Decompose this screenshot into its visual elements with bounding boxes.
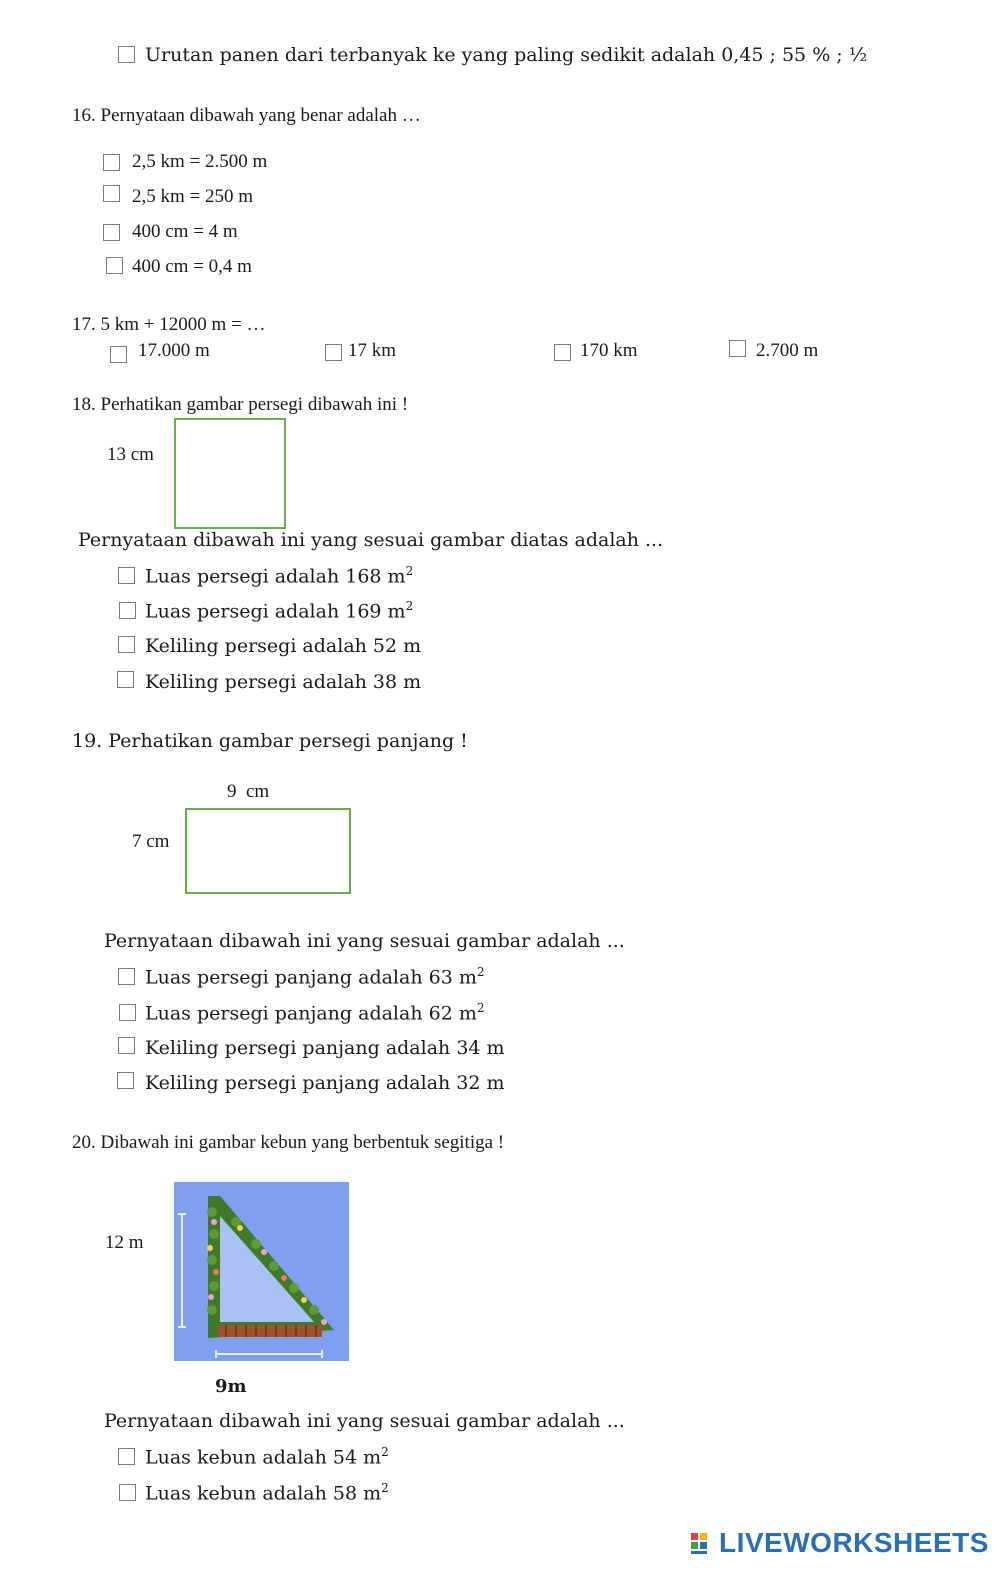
q17-option-b-checkbox[interactable] xyxy=(325,344,342,361)
q16-option-c-label: 400 cm = 4 m xyxy=(132,221,238,242)
q19-option-d-checkbox[interactable] xyxy=(117,1072,134,1089)
q17-option-a-label: 17.000 m xyxy=(138,340,210,361)
q18-option-b-sup: 2 xyxy=(405,599,414,613)
liveworksheets-logo[interactable] xyxy=(690,1527,989,1559)
q19-height-label: 7 cm xyxy=(132,831,170,852)
q19-option-b xyxy=(145,1001,485,1024)
q18-option-a-label: Luas persegi adalah 168 m xyxy=(145,565,406,588)
q17-option-b-label: 17 km xyxy=(348,340,397,361)
q15-option-d-label: Urutan panen dari terbanyak ke yang paling sedikit adalah 0,45 ; 55 % ; ½ xyxy=(145,44,868,66)
q20-base-label: 9m xyxy=(215,1376,247,1397)
q16-question: 16. Pernyataan dibawah yang benar adalah … xyxy=(72,105,421,126)
q19-option-b-sup: 2 xyxy=(476,1001,485,1015)
q17-question: 17. 5 km + 12000 m = … xyxy=(72,314,266,335)
garden-illustration xyxy=(174,1182,349,1361)
q18-option-c-checkbox[interactable] xyxy=(118,636,135,653)
q19-option-c-checkbox[interactable] xyxy=(118,1037,135,1054)
q20-option-a-sup: 2 xyxy=(381,1445,389,1459)
q18-option-b-label: Luas persegi adalah 169 m xyxy=(145,600,406,623)
liveworksheets-logo-icon xyxy=(690,1530,716,1556)
q20-option-b-label: Luas kebun adalah 58 m xyxy=(145,1482,382,1505)
q20-option-a-checkbox[interactable] xyxy=(118,1448,135,1465)
q20-option-b-checkbox[interactable] xyxy=(119,1484,136,1501)
q19-option-c xyxy=(145,1037,505,1059)
q19-option-b-label: Luas persegi panjang adalah 62 m xyxy=(145,1002,477,1025)
q18-option-d-label: Keliling persegi adalah 38 m xyxy=(145,671,422,693)
q20-prompt: Pernyataan dibawah ini yang sesuai gambar adalah ... xyxy=(104,1410,625,1432)
q19-option-a xyxy=(145,965,485,988)
q16-option-a-checkbox[interactable] xyxy=(103,154,120,171)
q17-option-d-label: 2.700 m xyxy=(756,340,819,361)
q17-option-c-label: 170 km xyxy=(580,340,638,361)
q19-question: 19. Perhatikan gambar persegi panjang ! xyxy=(72,730,468,752)
liveworksheets-logo-text: LIVEWORKSHEETS xyxy=(719,1527,989,1558)
q19-prompt: Pernyataan dibawah ini yang sesuai gambar adalah ... xyxy=(104,930,625,952)
q20-option-b xyxy=(145,1481,389,1504)
q17-option-c-checkbox[interactable] xyxy=(554,344,571,361)
q19-option-c-label: Keliling persegi panjang adalah 34 m xyxy=(145,1037,505,1059)
q19-width-label: 9 cm xyxy=(227,781,270,802)
q17-option-a-checkbox[interactable] xyxy=(110,346,127,363)
q19-option-a-label: Luas persegi panjang adalah 63 m xyxy=(145,966,477,989)
q18-side-label: 13 cm xyxy=(107,444,154,465)
q19-option-b-checkbox[interactable] xyxy=(119,1004,136,1021)
q19-option-d xyxy=(145,1072,505,1094)
q20-option-a xyxy=(145,1445,389,1468)
q20-option-a-label: Luas kebun adalah 54 m xyxy=(145,1446,382,1469)
q18-option-a xyxy=(145,564,413,587)
q19-option-a-checkbox[interactable] xyxy=(118,968,135,985)
rectangle-shape xyxy=(185,808,351,894)
square-shape xyxy=(174,418,286,529)
q16-option-d-checkbox[interactable] xyxy=(106,257,123,274)
q16-option-d-label: 400 cm = 0,4 m xyxy=(132,256,252,277)
q18-option-a-sup: 2 xyxy=(405,564,414,578)
q18-option-d xyxy=(145,671,421,693)
q17-option-d-checkbox[interactable] xyxy=(729,340,746,357)
q18-option-c-label: Keliling persegi adalah 52 m xyxy=(145,635,422,657)
q18-option-a-checkbox[interactable] xyxy=(118,567,135,584)
q20-question: 20. Dibawah ini gambar kebun yang berbentuk segitiga ! xyxy=(72,1132,505,1153)
q18-prompt: Pernyataan dibawah ini yang sesuai gambar diatas adalah ... xyxy=(78,529,664,551)
q16-option-b-checkbox[interactable] xyxy=(103,185,120,202)
q18-option-c xyxy=(145,635,421,657)
q18-option-b-checkbox[interactable] xyxy=(119,602,136,619)
q16-option-a-label: 2,5 km = 2.500 m xyxy=(132,151,268,172)
q18-question: 18. Perhatikan gambar persegi dibawah ini ! xyxy=(72,394,409,415)
q20-option-b-sup: 2 xyxy=(381,1481,389,1495)
q19-option-d-label: Keliling persegi panjang adalah 32 m xyxy=(145,1072,505,1094)
q16-option-b-label: 2,5 km = 250 m xyxy=(132,186,254,207)
triangle-garden-image xyxy=(174,1182,349,1361)
q20-height-label: 12 m xyxy=(105,1232,144,1253)
q18-option-b xyxy=(145,599,413,622)
q15-option-d-checkbox[interactable] xyxy=(118,46,135,63)
q16-option-c-checkbox[interactable] xyxy=(103,224,120,241)
q18-option-d-checkbox[interactable] xyxy=(117,671,134,688)
q19-option-a-sup: 2 xyxy=(476,965,485,979)
